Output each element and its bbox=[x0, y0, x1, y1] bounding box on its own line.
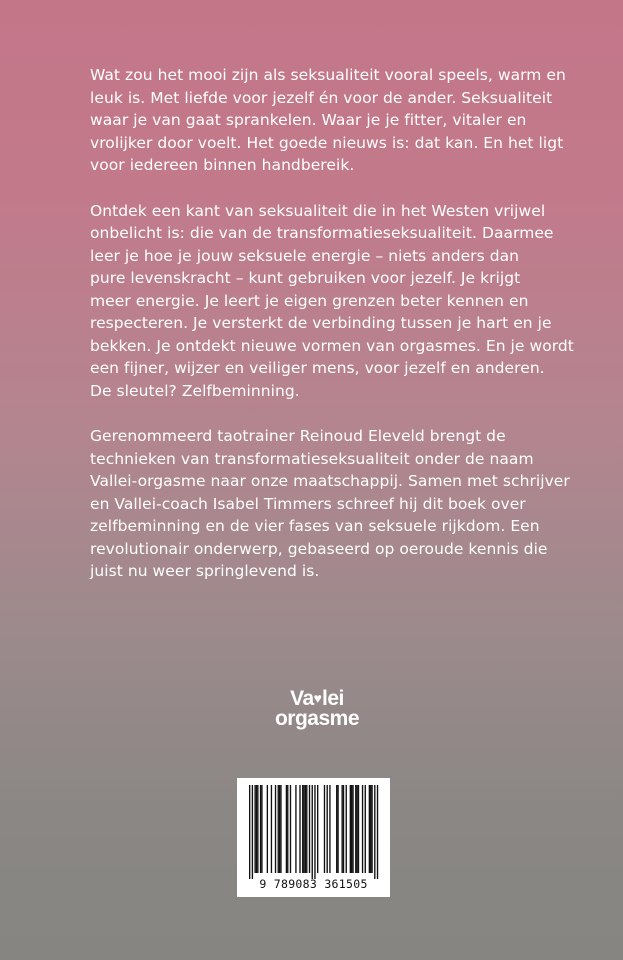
barcode-bar bbox=[327, 785, 328, 873]
barcode-bar bbox=[256, 785, 257, 873]
barcode-bar bbox=[271, 785, 272, 873]
barcode-bar bbox=[275, 785, 276, 873]
barcode-bar bbox=[249, 785, 250, 879]
text-line: vrolijker door voelt. Het goede nieuws is: dat kan. En het ligt bbox=[90, 133, 564, 152]
text-line: De sleutel? Zelfbeminning. bbox=[90, 381, 300, 400]
barcode-bar bbox=[377, 785, 378, 879]
barcode-bar bbox=[278, 785, 279, 873]
barcode-bar bbox=[365, 785, 366, 873]
barcode-bar bbox=[287, 785, 288, 873]
barcode-bar bbox=[355, 785, 356, 873]
text-line: leuk is. Met liefde voor jezelf én voor de ander. Seksualiteit bbox=[90, 88, 553, 107]
text-line: respecteren. Je versterkt de verbinding tussen je hart en je bbox=[90, 314, 552, 332]
text-line: revolutionair onderwerp, gebaseerd op oeroude kennis die bbox=[90, 539, 548, 558]
text-line: bekken. Je ontdekt nieuwe vormen van orgasmes. En je wordt bbox=[90, 336, 574, 355]
text-line: waar je van gaat sprankelen. Waar je je fitter, vitaler en bbox=[90, 111, 527, 129]
barcode-bar bbox=[254, 785, 255, 873]
barcode-bar bbox=[369, 785, 370, 873]
barcode-bar bbox=[329, 785, 330, 873]
barcode-bar bbox=[362, 785, 363, 873]
text-line: juist nu weer springlevend is. bbox=[90, 562, 320, 580]
barcode-bar bbox=[290, 785, 291, 873]
text-line: meer energie. Je leert je eigen grenzen beter kennen en bbox=[90, 291, 529, 310]
barcode-bar bbox=[350, 785, 351, 873]
barcode-bar bbox=[303, 785, 304, 873]
text-line: Ontdek een kant van seksualiteit die in het Westen vrijwel bbox=[90, 201, 546, 220]
barcode-bar bbox=[295, 785, 296, 873]
barcode-bar bbox=[324, 785, 325, 873]
text-line: zelfbeminning en de vier fases van seksuele rijkdom. Een bbox=[90, 517, 540, 535]
text-line: voor iedereen binnen handbereik. bbox=[90, 156, 355, 174]
text-line: een fijner, wijzer en veiliger mens, voor jezelf en anderen. bbox=[90, 359, 545, 377]
isbn-number: 9 789083 361505 bbox=[259, 877, 368, 891]
text-line: leer je hoe je jouw seksuele energie – niets anders dan bbox=[90, 246, 520, 265]
barcode-bar bbox=[280, 785, 281, 873]
text-line: onbelicht is: die van de transformatieseksualiteit. Daarmee bbox=[90, 224, 554, 242]
publisher-logo bbox=[262, 688, 372, 729]
barcode-bar bbox=[312, 785, 313, 879]
text-line: technieken van transformatieseksualiteit onder de naam bbox=[90, 449, 534, 468]
barcode-bar bbox=[257, 785, 258, 873]
heart-icon: ♥ bbox=[313, 690, 322, 706]
barcode-bar bbox=[341, 785, 342, 873]
text-line: Gerenommeerd taotrainer Reinoud Eleveld brengt de bbox=[90, 427, 506, 445]
barcode-bar bbox=[286, 785, 287, 873]
barcode-bar bbox=[371, 785, 372, 873]
text-line: pure levenskracht – kunt gebruiken voor jezelf. Je krijgt bbox=[90, 269, 521, 287]
barcode-bar bbox=[317, 785, 318, 873]
barcode-bar bbox=[358, 785, 359, 873]
barcode-bar bbox=[309, 785, 310, 873]
logo-wordmark-line2: orgasme bbox=[274, 707, 360, 730]
text-line: Vallei-orgasme naar onze maatschappij. Samen met schrijver bbox=[90, 472, 570, 490]
barcode-bar bbox=[299, 785, 300, 873]
barcode-bar bbox=[305, 785, 306, 873]
barcode-bar bbox=[302, 785, 303, 873]
barcode-bar bbox=[351, 785, 352, 873]
text-line: en Vallei-coach Isabel Timmers schreef hij dit boek over bbox=[90, 494, 526, 513]
barcode-bar bbox=[343, 785, 344, 873]
barcode-bar bbox=[337, 785, 338, 873]
barcode-bar bbox=[346, 785, 347, 873]
back-cover-blurb bbox=[90, 64, 574, 606]
barcode-bar bbox=[370, 785, 371, 873]
logo-text-part: Va bbox=[290, 687, 314, 710]
barcode-bar bbox=[314, 785, 315, 879]
logo-wordmark-line1 bbox=[262, 688, 372, 709]
paragraph-authors bbox=[90, 425, 570, 583]
isbn-barcode bbox=[237, 778, 390, 897]
barcode-bar bbox=[261, 785, 262, 873]
paragraph-intro bbox=[90, 64, 570, 177]
paragraph-transformation bbox=[90, 200, 574, 403]
barcode-bar bbox=[279, 785, 280, 873]
barcode-bar bbox=[252, 785, 253, 879]
barcode-bar bbox=[356, 785, 357, 873]
barcode-bar bbox=[306, 785, 307, 873]
barcode-bar bbox=[267, 785, 268, 873]
text-line: Wat zou het mooi zijn als seksualiteit vooral speels, warm en bbox=[90, 66, 566, 84]
barcode-bar bbox=[260, 785, 261, 873]
barcode-bar bbox=[336, 785, 337, 873]
barcode-bar bbox=[374, 785, 375, 879]
barcode-bar bbox=[352, 785, 353, 873]
logo-text-part: lei bbox=[321, 687, 344, 710]
